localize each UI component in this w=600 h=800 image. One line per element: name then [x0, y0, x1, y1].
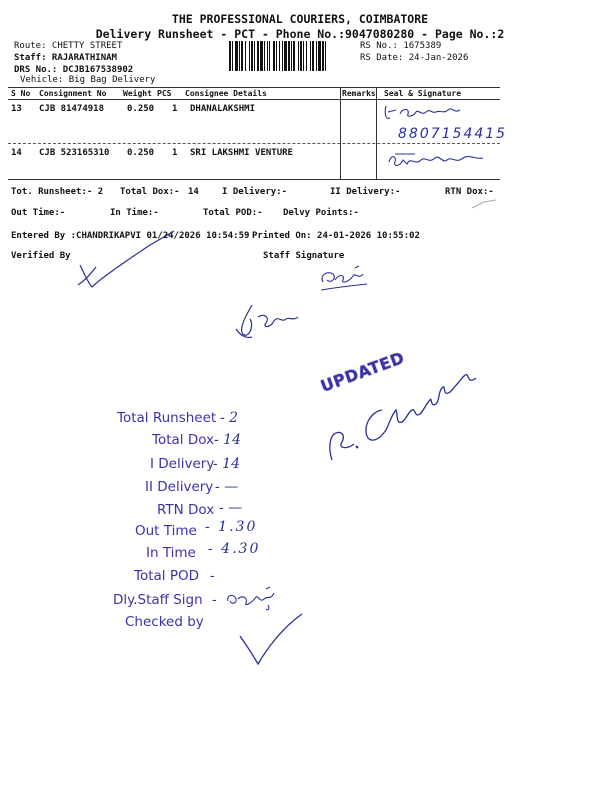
stamp-label-total-dox: Total Dox: [152, 432, 215, 448]
row-sno: 13: [11, 104, 22, 114]
initials-scribble: [230, 295, 305, 345]
staff-signature-scribble: [315, 262, 375, 298]
col-weight: Weight: [123, 89, 152, 98]
rtn-dox-label: RTN Dox:-: [445, 187, 494, 197]
checked-by-tick: [236, 610, 306, 670]
stamp-label-i-delivery: I Delivery: [150, 456, 215, 472]
stamp-value-i-delivery: - 14: [213, 456, 240, 472]
pen-mark: [470, 198, 500, 210]
col-consignment: Consignment No: [39, 89, 107, 98]
stamp-label-ii-delivery: II Delivery: [145, 479, 214, 495]
i-delivery-label: I Delivery:-: [222, 187, 288, 197]
printed-on-text: Printed On: 24-01-2026 10:55:02: [252, 231, 420, 241]
stamp-label-out-time: Out Time: [135, 523, 197, 539]
row-consignee: DHANALAKSHMI: [190, 104, 256, 114]
col-seal: Seal & Signature: [384, 89, 462, 98]
updated-by-signature: [318, 347, 490, 465]
drs-text: DRS No.: DCJB167538902: [14, 65, 134, 75]
stamp-label-dly-staff-sign: Dly.Staff Sign: [113, 592, 203, 608]
stamp-label-in-time: In Time: [146, 545, 196, 561]
stamp-value-total-runsheet: - 2: [220, 410, 239, 426]
total-pod-label: Total POD:-: [203, 208, 263, 218]
stamp-label-total-runsheet: Total Runsheet: [117, 410, 217, 426]
delvy-points-label: Delvy Points:-: [283, 208, 359, 218]
row14-signature: [385, 150, 495, 172]
in-time-label: In Time:-: [110, 208, 159, 218]
row-pcs: 1: [172, 104, 178, 114]
row-consignee: SRI LAKSHMI VENTURE: [190, 148, 293, 158]
row13-signature: [380, 100, 550, 144]
stamp-label-checked-by: Checked by: [125, 614, 204, 630]
col-consignee: Consignee Details: [185, 89, 267, 98]
vehicle-text: Vehicle: Big Bag Delivery: [20, 75, 156, 85]
col-remarks: Remarks: [342, 89, 376, 98]
route-text: Route: CHETTY STREET: [14, 41, 123, 51]
verified-by-label: Verified By: [11, 251, 71, 261]
company-name: THE PROFESSIONAL COURIERS, COIMBATORE: [171, 12, 429, 26]
stamp-value-out-time: - 1.30: [205, 519, 258, 535]
stamp-value-total-pod: -: [210, 568, 215, 584]
row-consignment: CJB 81474918: [39, 104, 105, 114]
total-dox-label: Total Dox:-: [120, 187, 180, 197]
entered-by-text: Entered By :CHANDRIKAPVI 01/24/2026 10:54:59: [11, 231, 250, 241]
verified-by-signature: [70, 225, 180, 295]
rs-no-text: RS No.: 1675389: [360, 41, 442, 51]
stamp-value-ii-delivery: - —: [215, 479, 239, 495]
row-sno: 14: [11, 148, 22, 158]
row-consignment: CJB 523165310: [39, 148, 110, 158]
row13-phone-handwritten: 8807154415: [398, 126, 508, 142]
out-time-label: Out Time:-: [11, 208, 66, 218]
stamp-value-in-time: - 4.30: [208, 541, 261, 557]
stamp-value-dly-staff-sign: -: [212, 592, 217, 608]
total-dox-value: 14: [188, 187, 199, 197]
barcode-image: [229, 41, 357, 71]
stamp-value-rtn-dox: - —: [219, 500, 243, 516]
staff-text: Staff: RAJARATHINAM: [14, 53, 117, 63]
stamp-value-total-dox: - 14: [214, 432, 241, 448]
runsheet-subtitle: Delivery Runsheet - PCT - Phone No.:9047080280 - Page No.:2: [95, 27, 505, 41]
tot-runsheet: Tot. Runsheet:- 2: [11, 187, 104, 197]
updated-stamp: UPDATED: [318, 347, 407, 396]
ii-delivery-label: II Delivery:-: [330, 187, 401, 197]
row-weight: 0.250: [127, 148, 155, 158]
staff-signature-label: Staff Signature: [263, 251, 345, 261]
stamp-label-rtn-dox: RTN Dox: [157, 502, 215, 518]
col-pcs: PCS: [157, 89, 172, 98]
row-weight: 0.250: [127, 104, 155, 114]
row-pcs: 1: [172, 148, 178, 158]
col-sno: S No: [11, 89, 31, 98]
stamp-label-total-pod: Total POD: [134, 568, 199, 584]
rs-date-text: RS Date: 24-Jan-2026: [360, 53, 469, 63]
